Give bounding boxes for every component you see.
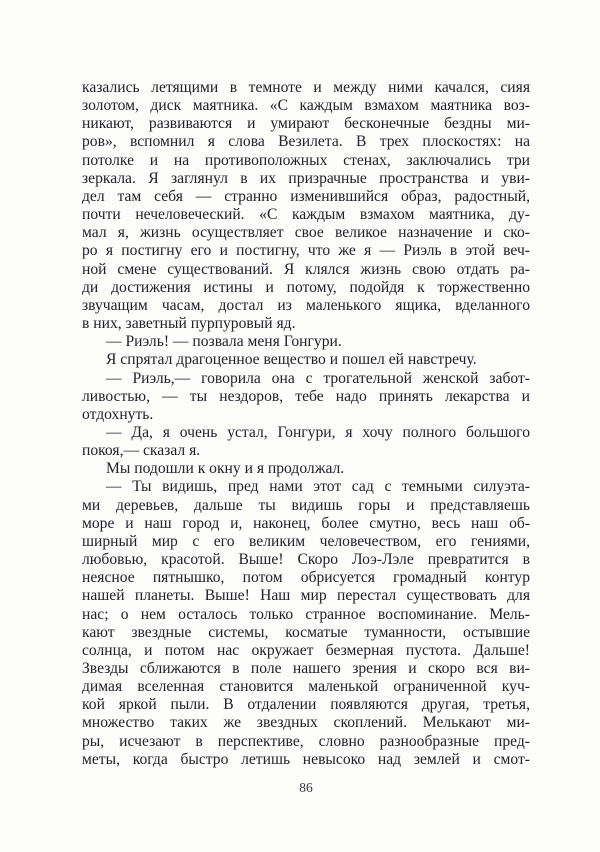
text-line: в них, заветный пурпуровый яд. bbox=[82, 315, 296, 333]
text-line: ди достижения истины и потому, подойдя к торжественно bbox=[82, 278, 530, 296]
text-line: ров», вспомнил я слова Везилета. В трех плоскостях: на bbox=[82, 133, 530, 151]
text-line: ной смене существований. Я клялся жизнь свою отдать ра- bbox=[82, 260, 530, 278]
text-line: ширный мир с его великим человечеством, его гениями, bbox=[82, 532, 530, 550]
text-line: мал я, жизнь осуществляет свое великое назначение и ско- bbox=[82, 224, 530, 242]
text-line: кой яркой пыли. В отдалении появляются другая, третья, bbox=[82, 696, 530, 714]
page-number: 86 bbox=[299, 780, 313, 795]
text-line: неясное пятнышко, потом обрисуется громадный контур bbox=[82, 569, 530, 587]
text-line: Звезды сближаются в поле нашего зрения и скоро вся ви- bbox=[82, 660, 530, 677]
text-line: — Риэль! — позвала меня Гонгури. bbox=[106, 333, 342, 351]
text-line: меты, когда быстро летишь невысоко над землей и смот- bbox=[82, 750, 530, 768]
text-line: множество таких же звездных скоплений. Мелькают ми- bbox=[82, 714, 530, 732]
text-line: золотом, диск маятника. «С каждым взмахом маятника воз- bbox=[82, 97, 530, 115]
text-line: зеркала. Я заглянул в их призрачные пространства и уви- bbox=[82, 169, 530, 187]
text-line: казались летящими в темноте и между ними качался, сияя bbox=[82, 79, 530, 96]
text-line: кают звездные системы, косматые туманности, остывшие bbox=[82, 623, 530, 641]
text-line: море и наш город и, наконец, более смутно, весь наш об- bbox=[82, 514, 530, 532]
text-line: солнца, и потом нас окружает безмерная пустота. Дальше! bbox=[82, 641, 530, 659]
text-line: Я спрятал драгоценное вещество и пошел ей навстречу. bbox=[106, 351, 477, 369]
text-line: звучащим часам, достал из маленького ящика, вделанного bbox=[82, 296, 530, 314]
text-line: Мы подошли к окну и я продолжал. bbox=[106, 460, 345, 478]
text-line: покоя,— сказал я. bbox=[82, 442, 201, 460]
text-line: нас; о нем осталось только странное воспоминание. Мель- bbox=[82, 605, 530, 623]
text-line: ливостью, — ты нездоров, тебе надо принять лекарства и bbox=[82, 387, 530, 405]
text-line: потолке и на противоположных стенах, заключались три bbox=[82, 151, 530, 169]
text-line: ро я постигну его и постигну, что же я — Риэль в этой веч- bbox=[82, 242, 530, 260]
text-line: любовью, красотой. Выше! Скоро Лоэ-Лэле превратится в bbox=[82, 551, 530, 569]
text-line: — Ты видишь, пред нами этот сад с темными силуэта- bbox=[106, 478, 530, 496]
text-line: ры, исчезают в перспективе, словно разнообразные пред- bbox=[82, 732, 530, 750]
text-line: почти нечеловеческий. «С каждым взмахом маятника, ду- bbox=[82, 206, 530, 224]
page-text bbox=[82, 79, 530, 769]
text-line: — Да, я очень устал, Гонгури, я хочу полного большого bbox=[106, 423, 530, 441]
text-line: димая вселенная становится маленькой ограниченной куч- bbox=[82, 678, 530, 696]
text-line: дел там себя — странно изменившийся образ, радостный, bbox=[82, 187, 530, 205]
text-line: ми деревьев, дальше ты видишь горы и представляешь bbox=[82, 496, 530, 514]
text-line: — Риэль,— говорила она с трогательной женской забот- bbox=[106, 369, 530, 387]
text-line: отдохнуть. bbox=[82, 405, 154, 423]
text-line: никают, развиваются и умирают бесконечные бездны ми- bbox=[82, 115, 530, 133]
text-line: нашей планеты. Выше! Наш мир перестал существовать для bbox=[82, 587, 530, 605]
